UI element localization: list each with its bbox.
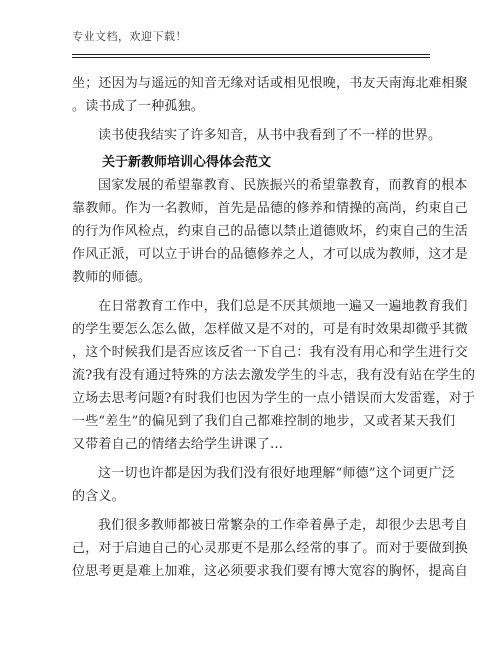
paragraph-line: 读书使我结实了许多知音，从书中我看到了不一样的世界。 — [98, 128, 442, 143]
paragraph-line: 的含义。 — [72, 489, 125, 504]
paragraph-line: 的学生要怎么怎么做，怎样做又是不对的，可是有时效果却微乎其微 — [72, 322, 469, 337]
paragraph-line: ，这个时候我们是否应该反省一下自己：我有没有用心和学生进行交 — [72, 345, 469, 360]
paragraph-line: 国家发展的希望靠教育、民族振兴的希望靠教育，而教育的根本 — [98, 178, 468, 193]
header-divider — [72, 54, 430, 55]
paragraph-line: 靠教师。作为一名教师，首先是品德的修养和情操的高尚，约束自己 — [72, 201, 469, 216]
paragraph-line: 己，对于启迪自己的心灵那更不是那么经常的事了。而对于要做到换 — [72, 541, 469, 556]
paragraph-line: 的行为作风检点，约束自己的品德以禁止道德败坏，约束自己的生活 — [72, 224, 469, 239]
page-header: 专业文档，欢迎下载！ — [72, 30, 187, 43]
paragraph-line: 立场去思考问题?有时我们也因为学生的一点小错误而大发雷霆，对于 — [72, 391, 476, 406]
document-body — [72, 72, 476, 583]
section-title: 关于新教师培训心得体会范文 — [102, 155, 272, 170]
paragraph-line: 作风正派，可以立于讲台的品德修养之人，才可以成为教师，这才是 — [72, 247, 469, 262]
paragraph-line: 。读书成了一种孤独。 — [72, 99, 205, 114]
paragraph-line: 位思考更是难上加难，这必须要求我们要有博大宽容的胸怀，提高自 — [72, 564, 469, 579]
header-divider-secondary — [72, 57, 430, 58]
paragraph-line: 一些“差生”的偏见到了我们自己都难控制的地步，又或者某天我们 — [72, 414, 456, 429]
paragraph-line: 这一切也许都是因为我们没有很好地理解“师德”这个词更广泛 — [98, 466, 455, 481]
paragraph-line: 又带着自己的情绪去给学生讲课了… — [72, 437, 284, 452]
paragraph-line: 在日常教育工作中，我们总是不厌其烦地一遍又一遍地教育我们 — [98, 299, 468, 314]
paragraph-line: 坐；还因为与遥远的知音无缘对话或相见恨晚，书友天南海北难相聚 — [72, 76, 469, 91]
paragraph-line: 我们很多教师都被日常繁杂的工作牵着鼻子走，却很少去思考自 — [98, 518, 468, 533]
paragraph-line: 教师的师德。 — [72, 270, 152, 285]
paragraph-line: 流?我有没有通过特殊的方法去激发学生的斗志，我有没有站在学生的 — [72, 368, 476, 383]
